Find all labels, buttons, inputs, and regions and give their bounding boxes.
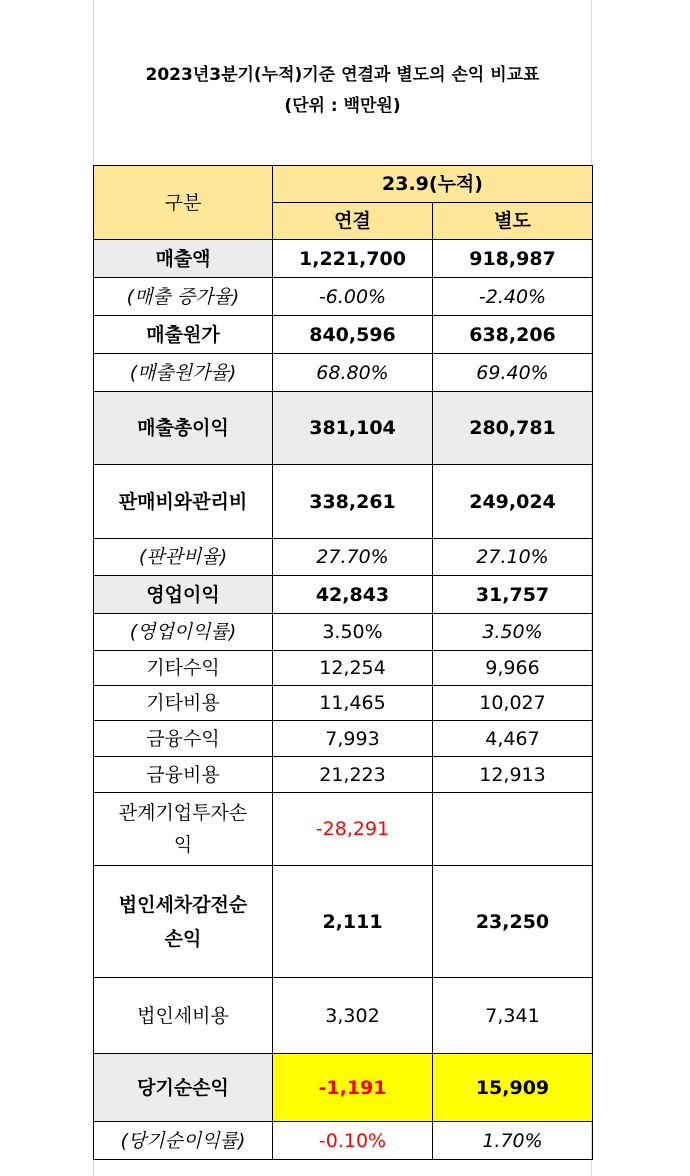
- row-label: 법인세차감전순손익: [94, 866, 273, 978]
- consolidated-value: 12,254: [273, 651, 433, 686]
- row-label: 관계기업투자손익: [94, 793, 273, 866]
- consolidated-value: 21,223: [273, 757, 433, 793]
- table-row-net-income: [94, 1054, 593, 1122]
- separate-value: 7,341: [433, 978, 593, 1054]
- separate-value: 27.10%: [433, 539, 593, 576]
- separate-value: -2.40%: [433, 278, 593, 316]
- separate-value: 12,913: [433, 757, 593, 793]
- row-label: (판관비율): [94, 539, 273, 576]
- consolidated-value: -6.00%: [273, 278, 433, 316]
- consolidated-value: 2,111: [273, 866, 433, 978]
- report-sheet: [93, 0, 592, 1176]
- separate-value: 10,027: [433, 686, 593, 721]
- consolidated-value: 42,843: [273, 576, 433, 614]
- table-row-gross-profit: [94, 392, 593, 465]
- table-row-other-expense: [94, 686, 593, 721]
- consolidated-value: 3,302: [273, 978, 433, 1054]
- consolidated-value: -28,291: [273, 793, 433, 866]
- row-label: 매출원가: [94, 316, 273, 354]
- consolidated-value: 68.80%: [273, 354, 433, 392]
- separate-value: 9,966: [433, 651, 593, 686]
- row-label: 기타비용: [94, 686, 273, 721]
- separate-value: 3.50%: [433, 614, 593, 651]
- table-row-finance-income: [94, 721, 593, 757]
- row-label: (당기순이익률): [94, 1122, 273, 1160]
- income-comparison-table: [93, 165, 593, 1160]
- table-row-operating-profit: [94, 576, 593, 614]
- separate-value: 31,757: [433, 576, 593, 614]
- row-label: (영업이익률): [94, 614, 273, 651]
- consolidated-value: 3.50%: [273, 614, 433, 651]
- separate-value: 23,250: [433, 866, 593, 978]
- table-row-other-income: [94, 651, 593, 686]
- unit-note: (단위 : 백만원): [284, 96, 401, 116]
- header-category: 구분: [94, 166, 273, 240]
- row-label: 금융수익: [94, 721, 273, 757]
- separate-value: 280,781: [433, 392, 593, 465]
- table-row-sga: [94, 465, 593, 539]
- report-title: 2023년3분기(누적)기준 연결과 별도의 손익 비교표: [145, 65, 540, 85]
- separate-value: 1.70%: [433, 1122, 593, 1160]
- consolidated-value: 11,465: [273, 686, 433, 721]
- separate-value: 638,206: [433, 316, 593, 354]
- header-consolidated: 연결: [273, 203, 433, 240]
- separate-value: 15,909: [433, 1054, 593, 1122]
- row-label: 법인세비용: [94, 978, 273, 1054]
- separate-value: 249,024: [433, 465, 593, 539]
- table-row-income-tax: [94, 978, 593, 1054]
- row-label: (매출 증가율): [94, 278, 273, 316]
- row-label: 판매비와관리비: [94, 465, 273, 539]
- table-row-cost-of-sales: [94, 316, 593, 354]
- separate-value: 69.40%: [433, 354, 593, 392]
- table-row-pretax-income: [94, 866, 593, 978]
- consolidated-value: 338,261: [273, 465, 433, 539]
- table-row-net-margin: [94, 1122, 593, 1160]
- table-row-operating-margin: [94, 614, 593, 651]
- consolidated-value: 27.70%: [273, 539, 433, 576]
- header-separate: 별도: [433, 203, 593, 240]
- table-row-revenue-growth: [94, 278, 593, 316]
- row-label: 금융비용: [94, 757, 273, 793]
- row-label: 기타수익: [94, 651, 273, 686]
- row-label: (매출원가율): [94, 354, 273, 392]
- row-label: 매출액: [94, 240, 273, 278]
- table-row-cost-ratio: [94, 354, 593, 392]
- separate-value: 918,987: [433, 240, 593, 278]
- table-row-finance-cost: [94, 757, 593, 793]
- separate-value: 4,467: [433, 721, 593, 757]
- consolidated-value: 840,596: [273, 316, 433, 354]
- separate-value: [433, 793, 593, 866]
- table-row-revenue: [94, 240, 593, 278]
- row-label: 매출총이익: [94, 392, 273, 465]
- consolidated-value: -0.10%: [273, 1122, 433, 1160]
- header-period: 23.9(누적): [273, 166, 593, 203]
- table-row-sga-ratio: [94, 539, 593, 576]
- row-label: 영업이익: [94, 576, 273, 614]
- consolidated-value: 1,221,700: [273, 240, 433, 278]
- consolidated-value: 381,104: [273, 392, 433, 465]
- row-label: 당기순손익: [94, 1054, 273, 1122]
- consolidated-value: 7,993: [273, 721, 433, 757]
- consolidated-value: -1,191: [273, 1054, 433, 1122]
- table-row-equity-method: [94, 793, 593, 866]
